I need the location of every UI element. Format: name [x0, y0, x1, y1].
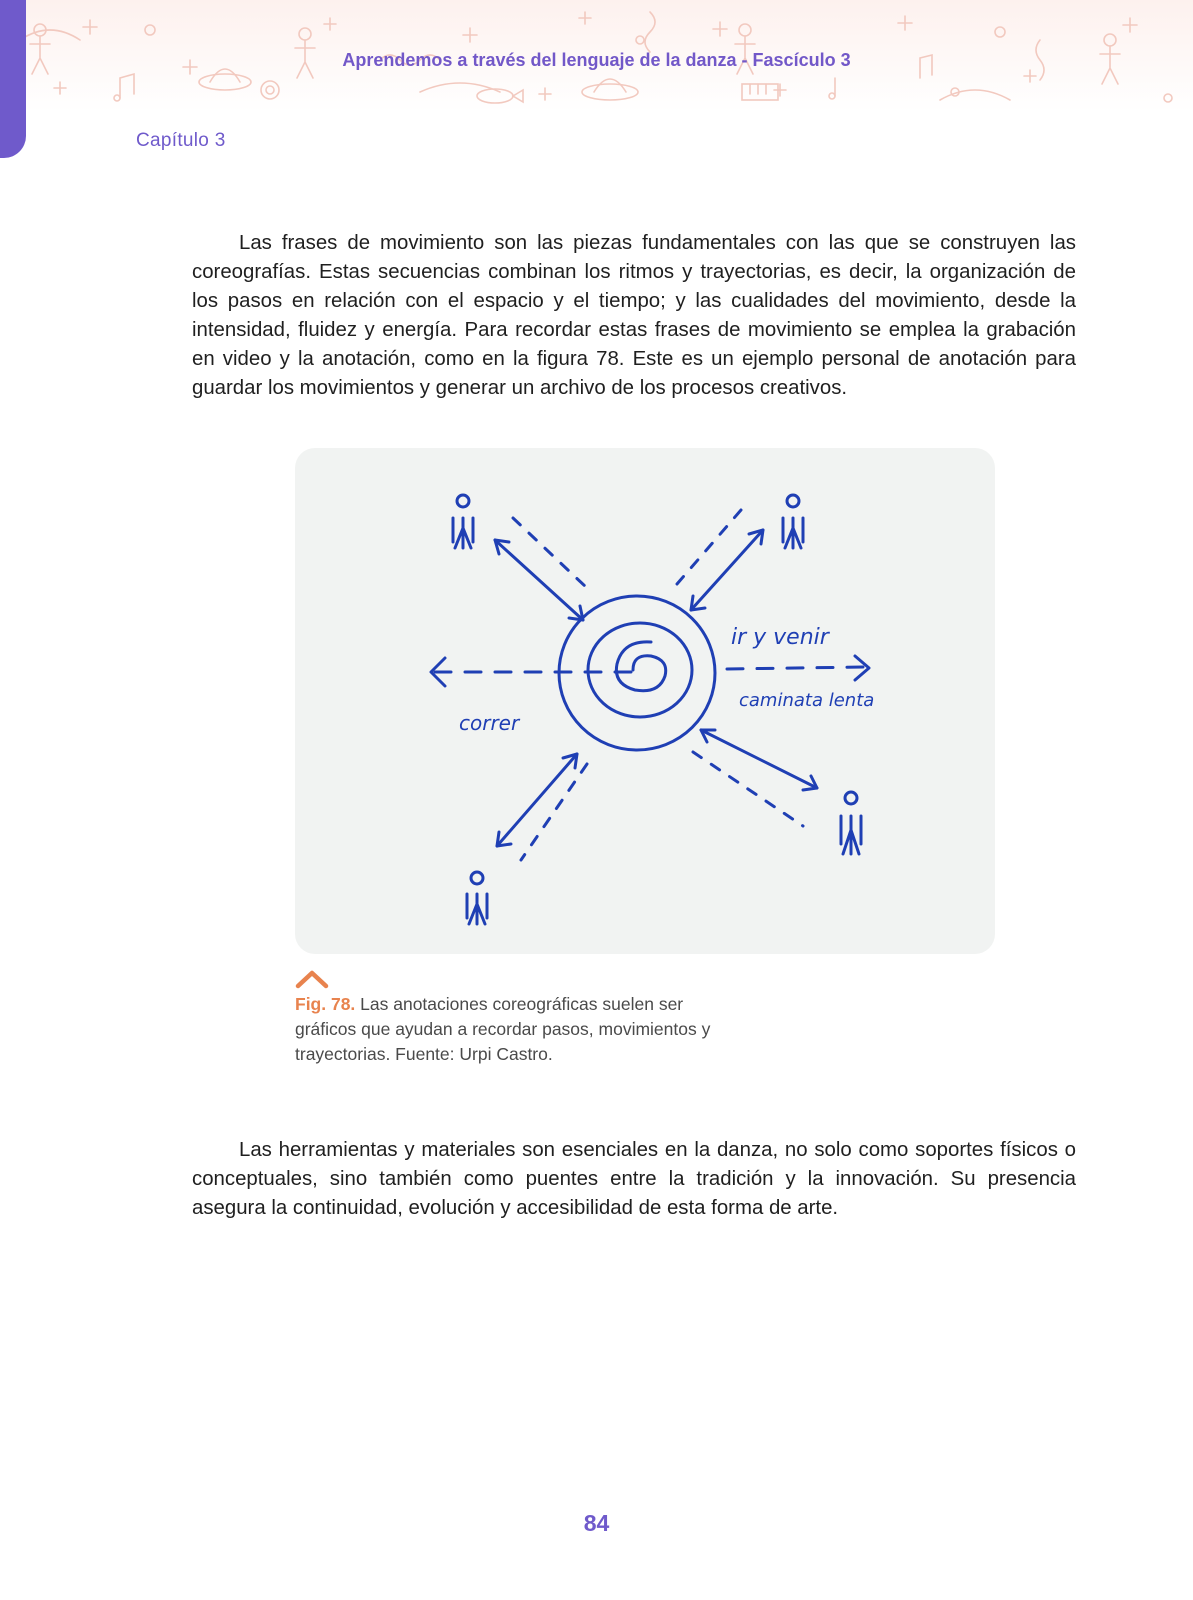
arrow-top-right: [691, 530, 763, 610]
figure-caption-label: Fig. 78.: [295, 994, 356, 1014]
chevron-up-icon: [295, 968, 329, 990]
arrow-bottom-left: [497, 754, 577, 846]
body-paragraph-2: Las herramientas y materiales son esenciales en la danza, no solo como soportes físicos o conceptuales, sino también como puentes entre la tradición y la innovación. Su presencia asegura la continuidad, evolución y accesibilidad de esta forma de arte.: [192, 1139, 1076, 1219]
running-title: Aprendemos a través del lenguaje de la danza - Fascículo 3: [342, 50, 851, 70]
dashed-path-right: [727, 667, 863, 669]
dancer-top-right: [783, 495, 803, 548]
figure-78-photo: [295, 448, 995, 954]
chapter-side-tab: [0, 0, 26, 158]
page-number: 84: [583, 1510, 610, 1536]
dancer-top-left: [453, 495, 473, 548]
figure-caption-text: Las anotaciones coreográficas suelen ser gráficos que ayudan a recordar pasos, movimientos y trayectorias. Fuente: Urpi Castro.: [295, 994, 711, 1064]
body-paragraph-1: Las frases de movimiento son las piezas fundamentales con las que se construyen las coreografías. Estas secuencias combinan los ritmos y trayectorias, es decir, la organización de los pasos en relación con el espacio y el tiempo; y las cualidades del movimiento, desde la intensidad, fluidez y energía. Para recordar estas frases de movimiento se emplea la grabación en video y la anotación, como en la figura 78. Este es un ejemplo personal de anotación para guardar los movimientos y generar un archivo de los procesos creativos.: [192, 232, 1076, 399]
choreographic-notation-drawing: [295, 448, 995, 954]
dashed-path-bottom-right: [693, 752, 803, 826]
spiral-middle-ring: [588, 623, 692, 717]
dashed-path-top-left: [513, 518, 587, 588]
spiral-core: [616, 642, 665, 691]
arrow-bottom-right: [701, 730, 817, 790]
dancer-bottom-right: [841, 792, 861, 854]
chapter-label: Capítulo 3: [136, 130, 226, 151]
label-ir-y-venir: ir y venir: [731, 625, 829, 650]
figure-caption: [295, 992, 735, 1067]
label-correr: correr: [459, 711, 520, 735]
dashed-path-top-right: [677, 510, 741, 584]
arrow-top-left: [495, 540, 583, 620]
label-caminata-lenta: caminata lenta: [739, 690, 875, 711]
dancer-bottom-left: [467, 872, 487, 924]
